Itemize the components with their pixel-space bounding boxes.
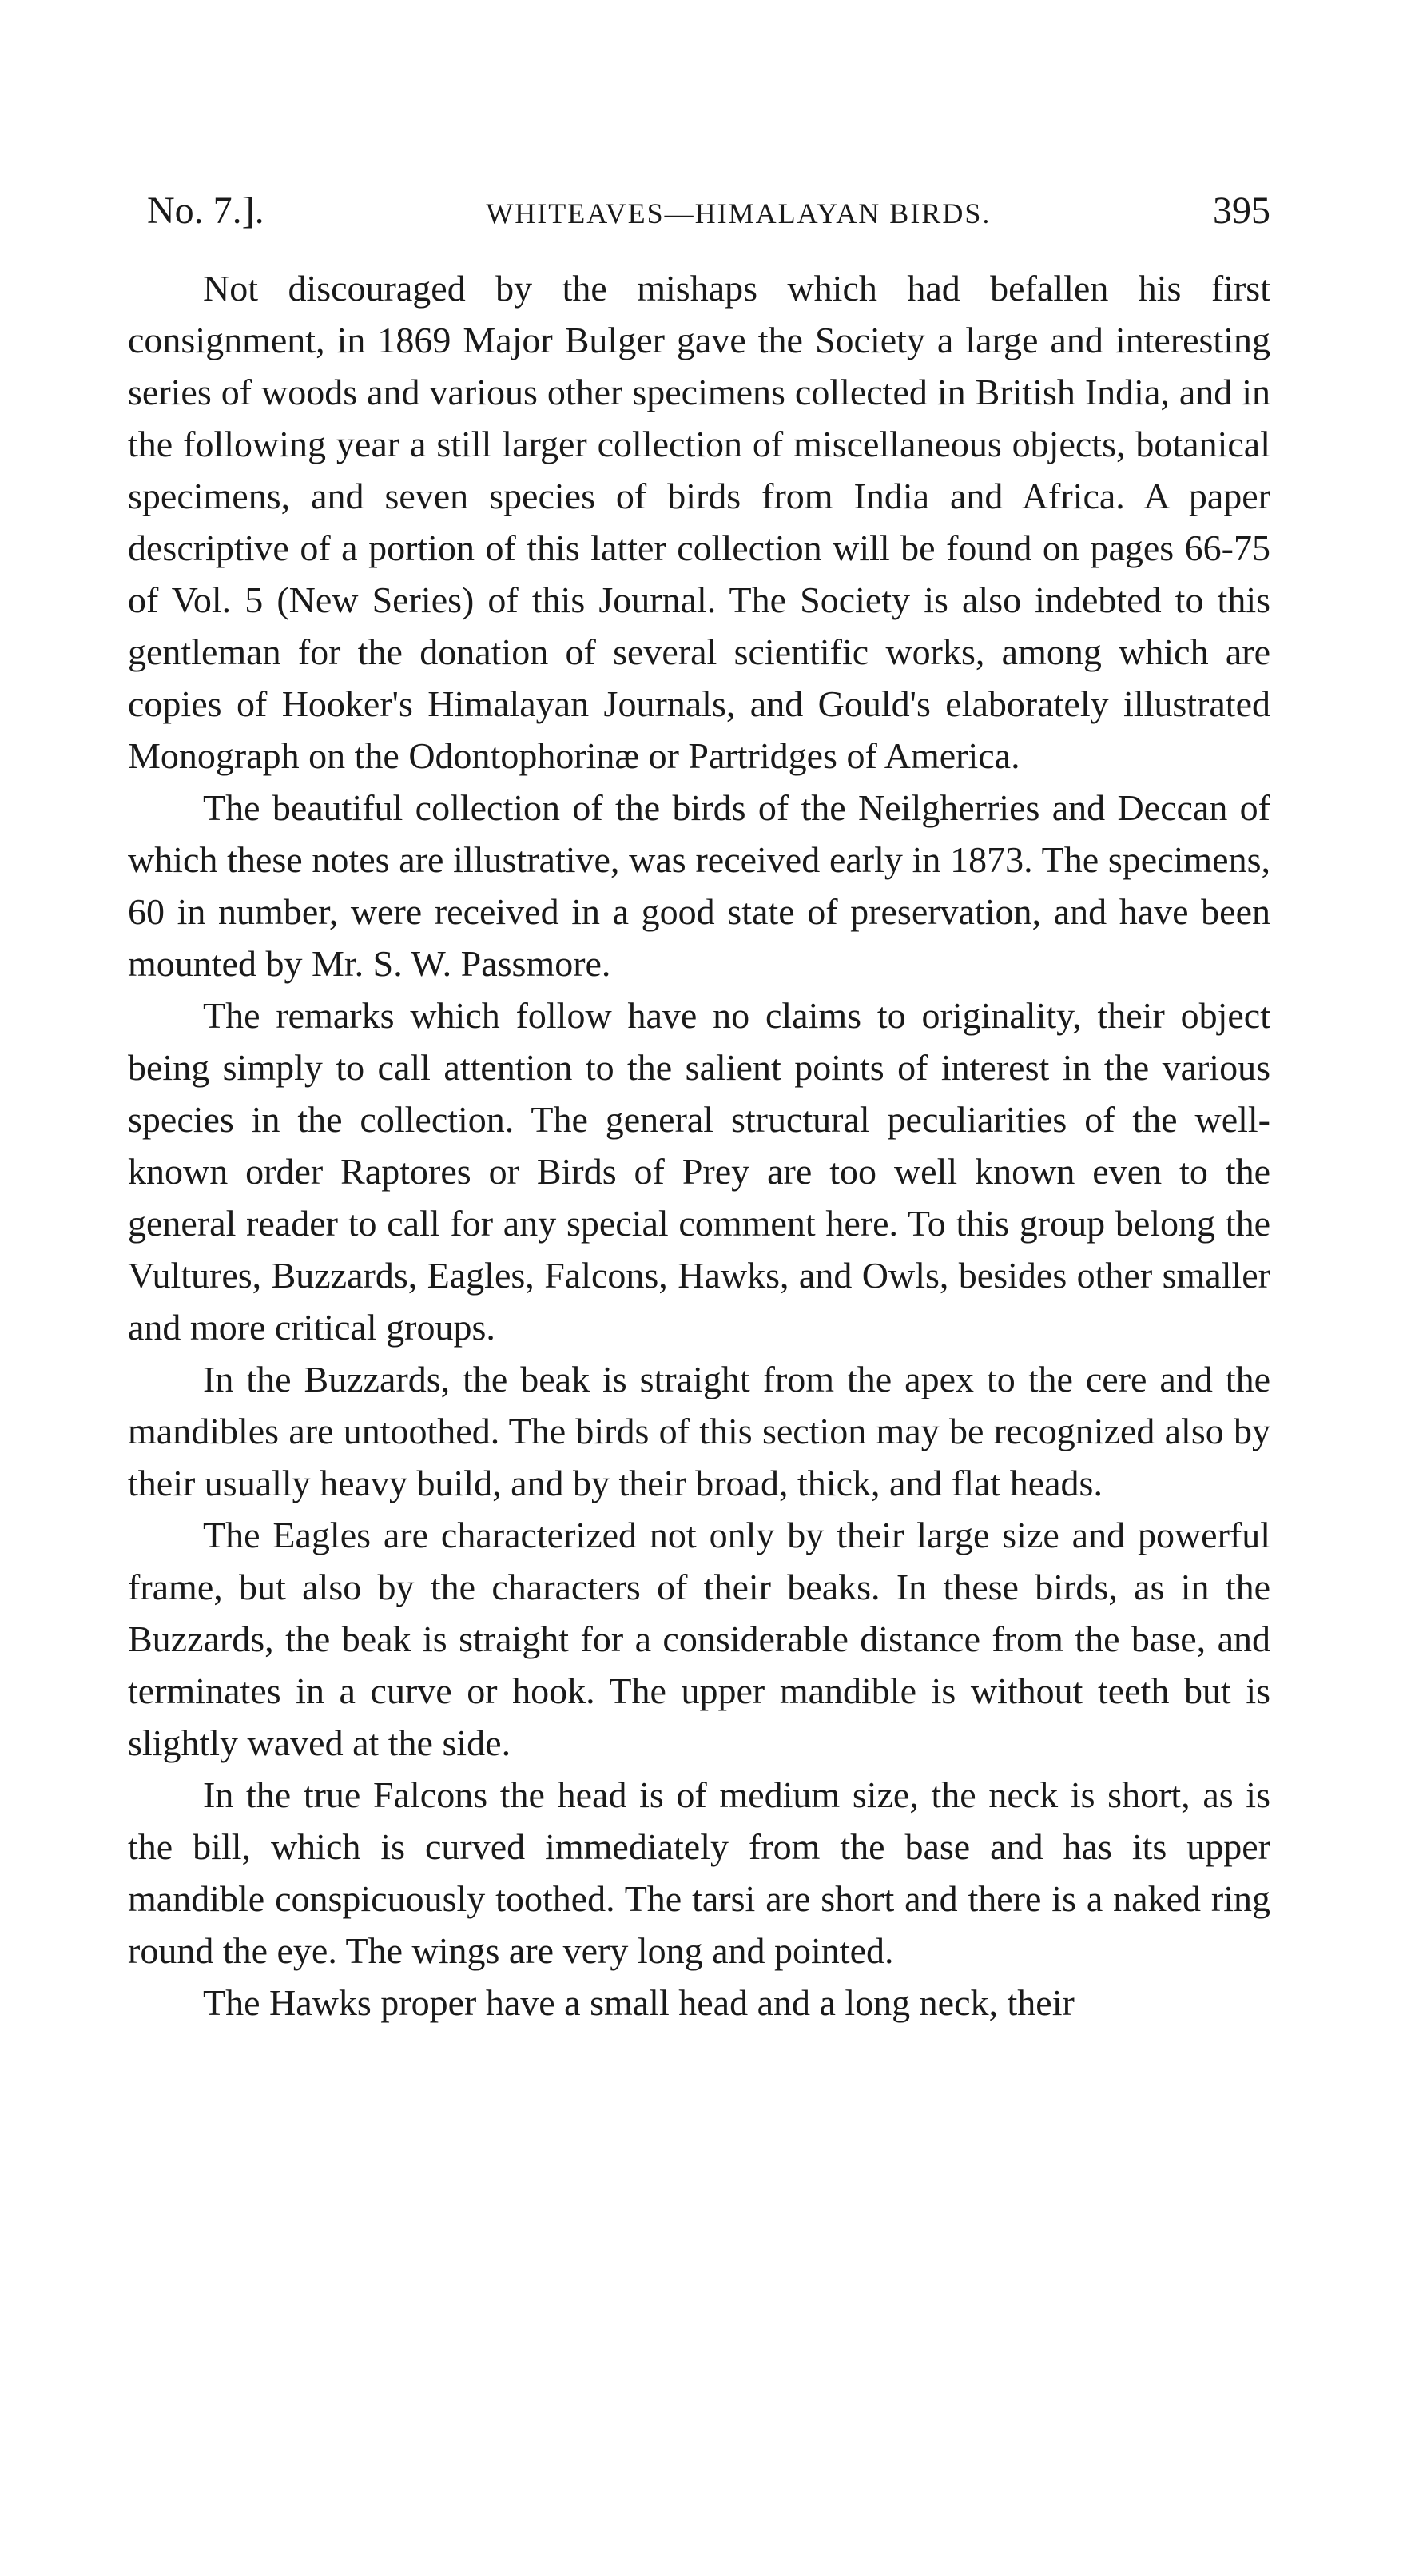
- body-text: [128, 262, 1270, 2029]
- paragraph: The remarks which follow have no claims to originality, their object being simply to call attention to the salient points of interest in the various species in the collection. The general structural peculiarities of the well-known order Raptores or Birds of Prey are too well known even to the general reader to call for any special comment here. To this group belong the Vultures, Buzzards, Eagles, Falcons, Hawks, and Owls, besides other smaller and more critical groups.: [128, 995, 1270, 1348]
- paragraph: In the true Falcons the head is of medium size, the neck is short, as is the bill, which is curved immediately from the base and has its upper mandible conspicuously toothed. The tarsi are short and there is a naked ring round the eye. The wings are very long and pointed.: [128, 1774, 1270, 1971]
- paragraph: The Eagles are characterized not only by their large size and powerful frame, but also by the characters of their beaks. In these birds, as in the Buzzards, the beak is straight for a considerable distance from the base, and terminates in a curve or hook. The upper mandible is without teeth but is slightly waved at the side.: [128, 1515, 1270, 1763]
- paragraph: The beautiful collection of the birds of the Neilgherries and Deccan of which these notes are illustrative, was received early in 1873. The specimens, 60 in number, were received in a good state of preservation, and have been mounted by Mr. S. W. Passmore.: [128, 787, 1270, 984]
- running-title: WHITEAVES—HIMALAYAN BIRDS.: [486, 197, 992, 229]
- running-head: [147, 189, 1270, 237]
- page-number: 395: [1213, 189, 1270, 232]
- book-page: [128, 0, 1270, 2576]
- paragraph: In the Buzzards, the beak is straight from the apex to the cere and the mandibles are untoothed. The birds of this section may be recognized also by their usually heavy build, and by their broad, thick, and flat heads.: [128, 1359, 1270, 1503]
- issue-number: No. 7.].: [147, 189, 264, 232]
- paragraph: Not discouraged by the mishaps which had befallen his first consignment, in 1869 Major Bulger gave the Society a large and interesting series of woods and various other specimens collected in British India, and in the following year a still larger collection of miscellaneous objects, botanical specimens, and seven species of birds from India and Africa. A paper descriptive of a portion of this latter collection will be found on pages 66-75 of Vol. 5 (New Series) of this Journal. The Society is also indebted to this gentleman for the donation of several scientific works, among which are copies of Hooker's Himalayan Journals, and Gould's elaborately illustrated Monograph on the Odontophorinæ or Partridges of America.: [128, 268, 1270, 776]
- paragraph: The Hawks proper have a small head and a long neck, their: [203, 1982, 1075, 2023]
